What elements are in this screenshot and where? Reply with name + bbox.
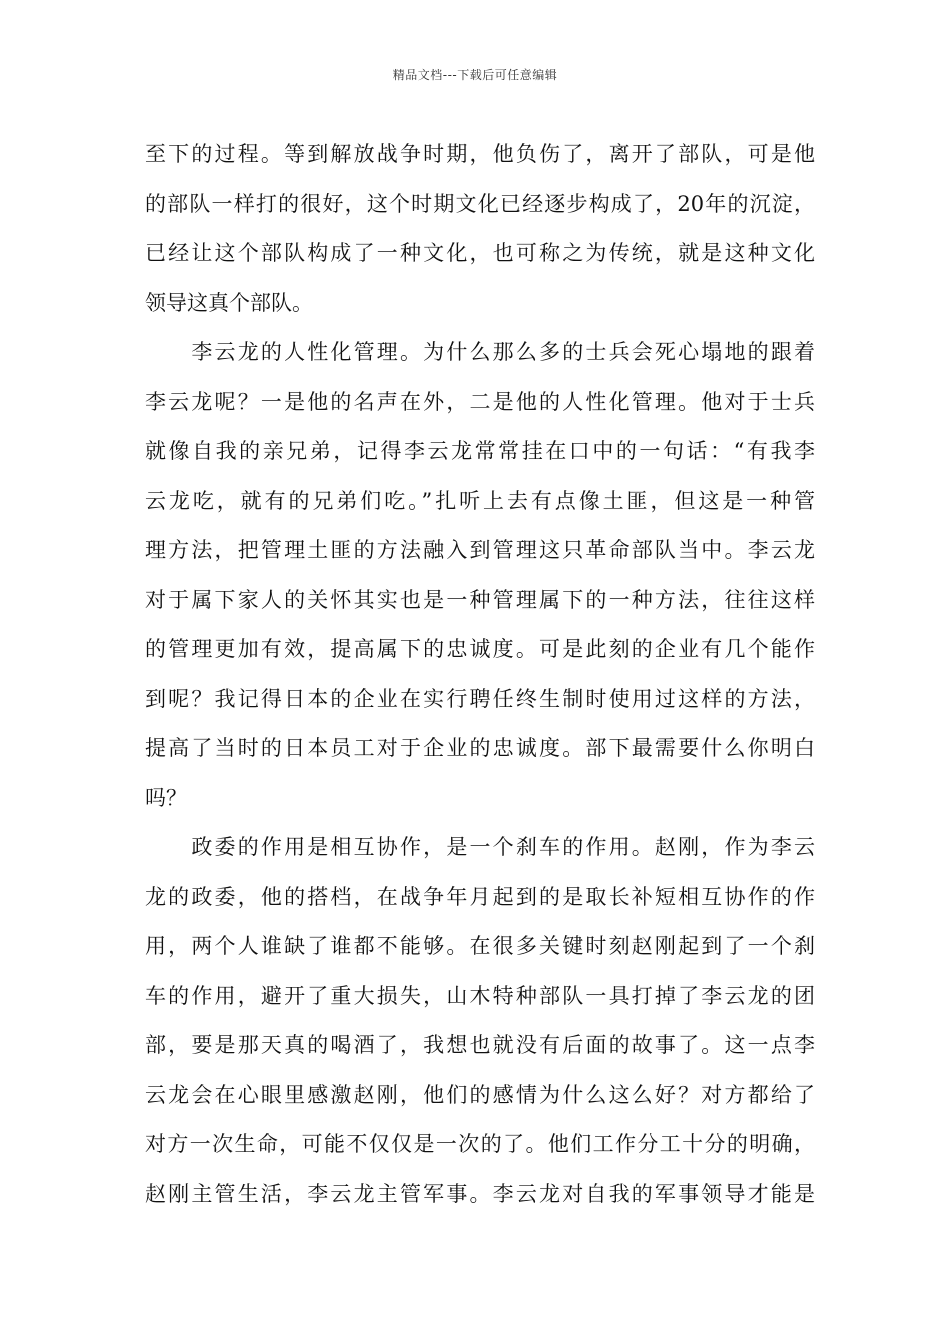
text-line: 对方一次生命，可能不仅仅是一次的了。他们工作分工十分的明确， [145,1132,815,1156]
text-line: 到呢？我记得日本的企业在实行聘任终生制时使用过这样的方法， [145,686,815,711]
text-line: 李云龙呢？一是他的名声在外，二是他的人性化管理。他对于士兵 [145,389,815,414]
text-line: 的管理更加有效，提高属下的忠诚度。可是此刻的企业有几个能作 [145,637,815,661]
text-line: 已经让这个部队构成了一种文化，也可称之为传统，就是这种文化 [145,241,815,265]
text-line: 对于属下家人的关怀其实也是一种管理属下的一种方法，往往这样 [145,587,815,612]
text-line: 领导这真个部队。 [145,290,313,315]
text-line: 吗？ [145,785,187,810]
body-text [145,130,815,1219]
text-line: 用，两个人谁缺了谁都不能够。在很多关键时刻赵刚起到了一个刹 [145,934,815,958]
text-line: 的部队一样打的很好，这个时期文化已经逐步构成了，20年的沉淀， [145,191,815,216]
text-line: 提高了当时的日本员工对于企业的忠诚度。部下最需要什么你明白 [145,736,815,760]
text-line: 云龙吃，就有的兄弟们吃。”扎听上去有点像土匪，但这是一种管 [145,488,815,513]
text-line: 龙的政委，他的搭档，在战争年月起到的是取长补短相互协作的作 [145,884,815,909]
text-line: 就像自我的亲兄弟，记得李云龙常常挂在口中的一句话：“有我李 [145,439,815,463]
text-line: 部，要是那天真的喝酒了，我想也就没有后面的故事了。这一点李 [145,1033,815,1057]
text-line: 政委的作用是相互协作，是一个刹车的作用。赵刚，作为李云 [145,835,815,859]
text-line: 云龙会在心眼里感激赵刚，他们的感情为什么这么好？对方都给了 [145,1082,815,1107]
text-line: 理方法，把管理土匪的方法融入到管理这只革命部队当中。李云龙 [145,538,815,562]
text-line: 至下的过程。等到解放战争时期，他负伤了，离开了部队，可是他 [145,142,815,166]
text-line: 车的作用，避开了重大损失，山木特种部队一具打掉了李云龙的团 [145,983,815,1008]
text-line: 赵刚主管生活，李云龙主管军事。李云龙对自我的军事领导才能是 [145,1181,815,1206]
text-line: 李云龙的人性化管理。为什么那么多的士兵会死心塌地的跟着 [145,340,815,364]
page-header: 精品文档---下载后可任意编辑 [392,68,558,82]
